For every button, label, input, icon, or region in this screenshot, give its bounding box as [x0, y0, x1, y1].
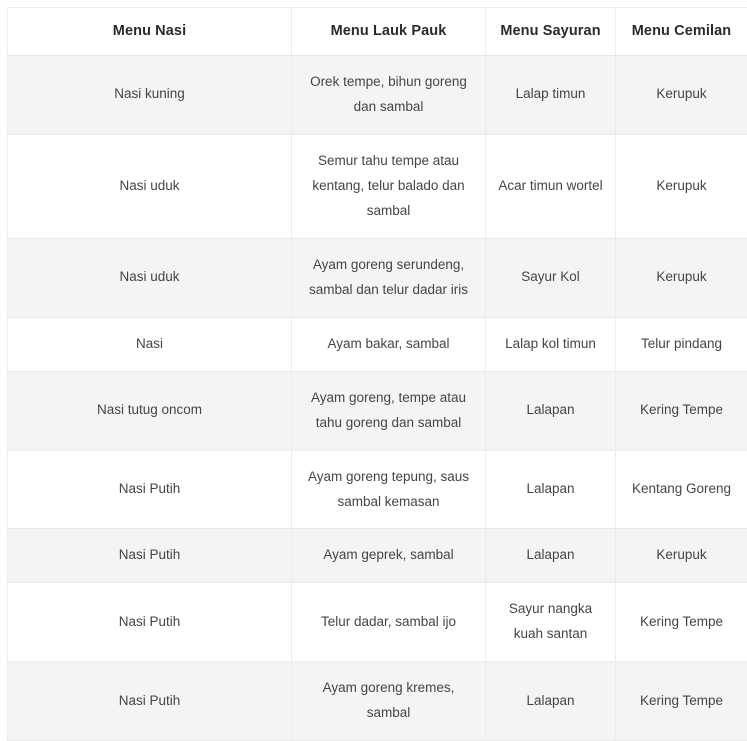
- cell-nasi: Nasi Putih: [8, 662, 292, 741]
- cell-lauk: Semur tahu tempe atau kentang, telur balado dan sambal: [292, 134, 486, 238]
- cell-sayuran: Lalap kol timun: [486, 317, 616, 371]
- table-row: [8, 662, 747, 741]
- table-row: [8, 371, 747, 450]
- cell-lauk: Telur dadar, sambal ijo: [292, 583, 486, 662]
- column-header-menu-cemilan: Menu Cemilan: [616, 8, 747, 56]
- cell-sayuran: Lalapan: [486, 662, 616, 741]
- cell-cemilan: Kerupuk: [616, 238, 747, 317]
- cell-cemilan: Kerupuk: [616, 529, 747, 583]
- cell-sayuran: Lalapan: [486, 371, 616, 450]
- column-header-menu-nasi: Menu Nasi: [8, 8, 292, 56]
- cell-sayuran: Sayur nangka kuah santan: [486, 583, 616, 662]
- cell-lauk: Ayam goreng kremes, sambal: [292, 662, 486, 741]
- cell-nasi: Nasi Putih: [8, 583, 292, 662]
- table-row: [8, 317, 747, 371]
- cell-lauk: Ayam geprek, sambal: [292, 529, 486, 583]
- cell-cemilan: Kentang Goreng: [616, 450, 747, 529]
- cell-sayuran: Lalapan: [486, 529, 616, 583]
- table-row: [8, 238, 747, 317]
- cell-cemilan: Telur pindang: [616, 317, 747, 371]
- cell-nasi: Nasi Putih: [8, 450, 292, 529]
- cell-sayuran: Acar timun wortel: [486, 134, 616, 238]
- table-row: [8, 134, 747, 238]
- cell-sayuran: Lalap timun: [486, 55, 616, 134]
- cell-nasi: Nasi uduk: [8, 238, 292, 317]
- cell-lauk: Ayam goreng serundeng, sambal dan telur dadar iris: [292, 238, 486, 317]
- cell-nasi: Nasi: [8, 317, 292, 371]
- table-row: [8, 450, 747, 529]
- cell-nasi: Nasi Putih: [8, 529, 292, 583]
- cell-lauk: Ayam bakar, sambal: [292, 317, 486, 371]
- cell-lauk: Ayam goreng tepung, saus sambal kemasan: [292, 450, 486, 529]
- cell-sayuran: Sayur Kol: [486, 238, 616, 317]
- cell-cemilan: Kering Tempe: [616, 583, 747, 662]
- weekly-menu-table: [7, 7, 747, 741]
- cell-nasi: Nasi tutug oncom: [8, 371, 292, 450]
- cell-lauk: Ayam goreng, tempe atau tahu goreng dan sambal: [292, 371, 486, 450]
- table-row: [8, 583, 747, 662]
- cell-cemilan: Kering Tempe: [616, 662, 747, 741]
- table-row: [8, 55, 747, 134]
- cell-cemilan: Kerupuk: [616, 134, 747, 238]
- table-header-row: [8, 8, 747, 56]
- cell-sayuran: Lalapan: [486, 450, 616, 529]
- cell-nasi: Nasi kuning: [8, 55, 292, 134]
- table-row: [8, 529, 747, 583]
- cell-cemilan: Kerupuk: [616, 55, 747, 134]
- column-header-menu-sayuran: Menu Sayuran: [486, 8, 616, 56]
- cell-cemilan: Kering Tempe: [616, 371, 747, 450]
- table-body: [8, 55, 747, 740]
- column-header-menu-lauk-pauk: Menu Lauk Pauk: [292, 8, 486, 56]
- table-header: [8, 8, 747, 56]
- cell-lauk: Orek tempe, bihun goreng dan sambal: [292, 55, 486, 134]
- cell-nasi: Nasi uduk: [8, 134, 292, 238]
